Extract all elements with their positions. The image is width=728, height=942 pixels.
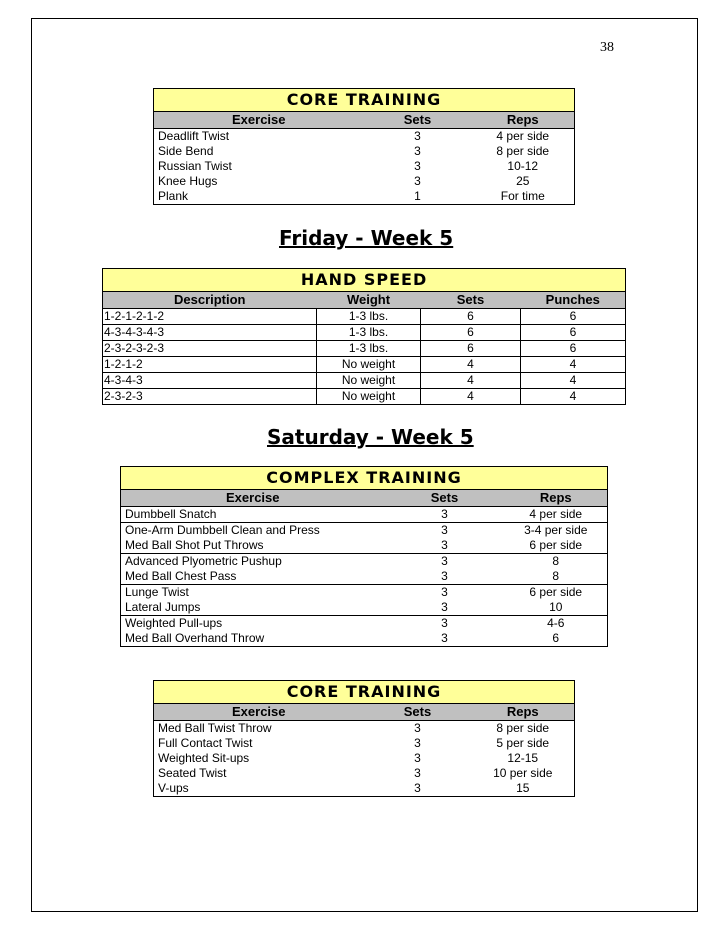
- sets-cell: 3: [414, 721, 421, 735]
- table-row: [154, 144, 575, 159]
- reps-cell: 12-15: [472, 751, 575, 766]
- exercise-cell: V-ups: [154, 781, 364, 797]
- column-header-reps: Reps: [472, 112, 575, 129]
- sets-cell: 3: [364, 781, 472, 797]
- sets-cell: 3: [441, 523, 448, 537]
- column-header-sets: Sets: [421, 292, 521, 309]
- exercise-cell: Plank: [154, 189, 364, 205]
- table-row: [154, 129, 575, 145]
- table-row: [121, 523, 608, 539]
- exercise-cell: Lunge Twist: [121, 585, 385, 601]
- sets-cell: 3: [414, 159, 421, 173]
- sets-cell: 3: [414, 174, 421, 188]
- description-cell: 1-2-1-2: [103, 357, 317, 373]
- saturday-heading: Saturday - Week 5: [267, 425, 474, 449]
- punches-cell: 6: [521, 341, 626, 357]
- table-row: [121, 538, 608, 554]
- table-row: [154, 781, 575, 797]
- column-header-sets: Sets: [385, 490, 505, 507]
- table-row: [154, 189, 575, 205]
- table-row: [154, 174, 575, 189]
- description-cell: 4-3-4-3: [103, 373, 317, 389]
- table-row: [103, 357, 626, 373]
- column-header-reps: Reps: [472, 704, 575, 721]
- exercise-cell: Russian Twist: [154, 159, 364, 174]
- sets-cell: 6: [421, 309, 521, 325]
- sets-cell: 3: [414, 736, 421, 750]
- table-row: [103, 341, 626, 357]
- exercise-cell: Deadlift Twist: [154, 129, 364, 145]
- table-row: [121, 600, 608, 616]
- sets-cell: 3: [385, 538, 505, 554]
- table-row: [103, 325, 626, 341]
- weight-cell: No weight: [317, 373, 421, 389]
- weight-cell: No weight: [317, 389, 421, 405]
- reps-cell: 4-6: [505, 616, 608, 632]
- table-row: [154, 766, 575, 781]
- reps-cell: 8: [505, 569, 608, 585]
- table-row: [103, 309, 626, 325]
- exercise-cell: Med Ball Twist Throw: [154, 721, 364, 737]
- column-header-weight: Weight: [317, 292, 421, 309]
- reps-cell: For time: [472, 189, 575, 205]
- punches-cell: 4: [521, 357, 626, 373]
- column-header-reps: Reps: [505, 490, 608, 507]
- sets-cell: 3: [441, 616, 448, 630]
- column-header-punches: Punches: [521, 292, 626, 309]
- description-cell: 2-3-2-3: [103, 389, 317, 405]
- table-row: [121, 507, 608, 523]
- punches-cell: 6: [521, 309, 626, 325]
- reps-cell: 8 per side: [472, 144, 575, 159]
- description-cell: 2-3-2-3-2-3: [103, 341, 317, 357]
- exercise-cell: One-Arm Dumbbell Clean and Press: [121, 523, 385, 539]
- reps-cell: 15: [472, 781, 575, 797]
- description-cell: 1-2-1-2-1-2: [103, 309, 317, 325]
- exercise-cell: Dumbbell Snatch: [121, 507, 385, 523]
- reps-cell: 6: [505, 631, 608, 647]
- exercise-cell: Full Contact Twist: [154, 736, 364, 751]
- column-header-sets: Sets: [364, 112, 472, 129]
- page-number: 38: [600, 40, 614, 55]
- table-row: [154, 159, 575, 174]
- sets-cell: 6: [421, 325, 521, 341]
- exercise-cell: Weighted Pull-ups: [121, 616, 385, 632]
- table-row: [103, 373, 626, 389]
- sets-cell: 4: [421, 389, 521, 405]
- sets-cell: 1: [364, 189, 472, 205]
- column-header-sets: Sets: [364, 704, 472, 721]
- complex-training-table: [120, 466, 608, 647]
- reps-cell: 25: [472, 174, 575, 189]
- reps-cell: 10: [505, 600, 608, 616]
- table-title: COMPLEX TRAINING: [121, 467, 608, 490]
- sets-cell: 3: [414, 766, 421, 780]
- reps-cell: 10 per side: [472, 766, 575, 781]
- sets-cell: 4: [421, 357, 521, 373]
- sets-cell: 3: [385, 507, 505, 523]
- sets-cell: 6: [421, 341, 521, 357]
- table-title: CORE TRAINING: [154, 89, 575, 112]
- sets-cell: 3: [414, 144, 421, 158]
- sets-cell: 3: [414, 751, 421, 765]
- weight-cell: No weight: [317, 357, 421, 373]
- hand-speed-table: [102, 268, 626, 405]
- exercise-cell: Seated Twist: [154, 766, 364, 781]
- reps-cell: 8: [505, 554, 608, 570]
- sets-cell: 3: [441, 585, 448, 599]
- core-training-table-2: [153, 680, 575, 797]
- sets-cell: 3: [385, 600, 505, 616]
- reps-cell: 8 per side: [472, 721, 575, 737]
- reps-cell: 10-12: [472, 159, 575, 174]
- table-row: [121, 585, 608, 601]
- table-row: [121, 554, 608, 570]
- exercise-cell: Med Ball Overhand Throw: [121, 631, 385, 647]
- weight-cell: 1-3 lbs.: [317, 309, 421, 325]
- exercise-cell: Lateral Jumps: [121, 600, 385, 616]
- sets-cell: 4: [421, 373, 521, 389]
- sets-cell: 3: [414, 129, 421, 143]
- reps-cell: 6 per side: [505, 538, 608, 554]
- table-title: HAND SPEED: [103, 269, 626, 292]
- table-row: [121, 616, 608, 632]
- punches-cell: 4: [521, 389, 626, 405]
- table-row: [121, 569, 608, 585]
- weight-cell: 1-3 lbs.: [317, 341, 421, 357]
- punches-cell: 4: [521, 373, 626, 389]
- reps-cell: 3-4 per side: [505, 523, 608, 539]
- column-header-exercise: Exercise: [154, 112, 364, 129]
- column-header-exercise: Exercise: [154, 704, 364, 721]
- exercise-cell: Med Ball Shot Put Throws: [121, 538, 385, 554]
- weight-cell: 1-3 lbs.: [317, 325, 421, 341]
- sets-cell: 3: [441, 554, 448, 568]
- table-row: [103, 389, 626, 405]
- reps-cell: 6 per side: [505, 585, 608, 601]
- exercise-cell: Weighted Sit-ups: [154, 751, 364, 766]
- exercise-cell: Knee Hugs: [154, 174, 364, 189]
- sets-cell: 3: [385, 569, 505, 585]
- table-row: [121, 631, 608, 647]
- table-title: CORE TRAINING: [154, 681, 575, 704]
- sets-cell: 3: [385, 631, 505, 647]
- exercise-cell: Side Bend: [154, 144, 364, 159]
- table-row: [154, 736, 575, 751]
- reps-cell: 5 per side: [472, 736, 575, 751]
- table-row: [154, 721, 575, 737]
- table-row: [154, 751, 575, 766]
- core-training-table-1: [153, 88, 575, 205]
- description-cell: 4-3-4-3-4-3: [103, 325, 317, 341]
- exercise-cell: Med Ball Chest Pass: [121, 569, 385, 585]
- reps-cell: 4 per side: [505, 507, 608, 523]
- punches-cell: 6: [521, 325, 626, 341]
- column-header-description: Description: [103, 292, 317, 309]
- exercise-cell: Advanced Plyometric Pushup: [121, 554, 385, 570]
- friday-heading: Friday - Week 5: [279, 226, 454, 250]
- column-header-exercise: Exercise: [121, 490, 385, 507]
- reps-cell: 4 per side: [472, 129, 575, 145]
